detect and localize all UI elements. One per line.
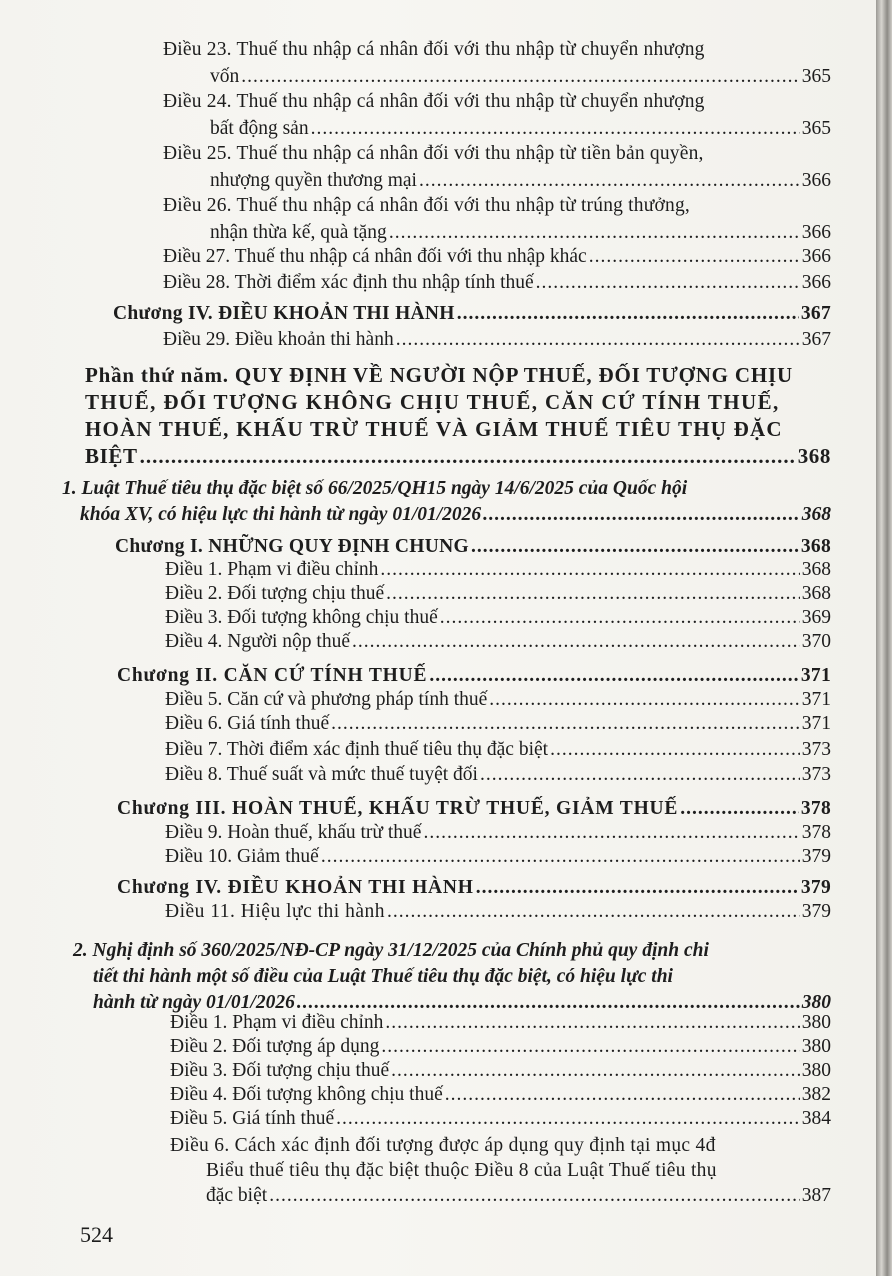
leader-dots bbox=[269, 1183, 800, 1208]
leader-dots bbox=[140, 443, 796, 470]
leader-dots bbox=[440, 606, 800, 630]
toc-entry[interactable] bbox=[165, 688, 831, 712]
toc-entry[interactable] bbox=[165, 845, 831, 869]
page-ref: 370 bbox=[801, 631, 831, 652]
leader-dots bbox=[480, 763, 800, 787]
chapter-title: Chương II. CĂN CỨ TÍNH THUẾ bbox=[117, 665, 428, 686]
entry-title: Điều 8. Thuế suất và mức thuế tuyệt đối bbox=[165, 764, 478, 785]
page-ref: 373 bbox=[801, 764, 831, 785]
leader-dots bbox=[483, 502, 800, 528]
leader-dots bbox=[680, 797, 799, 821]
page-ref: 369 bbox=[801, 607, 831, 628]
chapter-title: Chương IV. ĐIỀU KHOẢN THI HÀNH bbox=[113, 303, 455, 324]
page-ref: 366 bbox=[801, 272, 831, 293]
page-ref: 379 bbox=[801, 901, 831, 922]
toc-entry[interactable] bbox=[163, 90, 831, 141]
document-title-continued: tiết thi hành một số điều của Luật Thuế tiêu thụ đặc biệt, có hiệu lực thi bbox=[93, 966, 673, 987]
toc-entry[interactable] bbox=[170, 1035, 831, 1059]
toc-entry[interactable] bbox=[163, 142, 831, 193]
entry-title: Điều 27. Thuế thu nhập cá nhân đối với thu nhập khác bbox=[163, 246, 587, 267]
page-ref: 367 bbox=[800, 303, 831, 324]
leader-dots bbox=[423, 821, 799, 845]
toc-entry[interactable] bbox=[165, 558, 831, 582]
chapter-title: Chương III. HOÀN THUẾ, KHẤU TRỪ THUẾ, GIẢM THUẾ bbox=[117, 798, 679, 819]
page-ref: 387 bbox=[801, 1185, 831, 1206]
page-ref: 380 bbox=[801, 992, 831, 1013]
entry-title: Điều 5. Căn cứ và phương pháp tính thuế bbox=[165, 689, 488, 710]
leader-dots bbox=[321, 845, 800, 869]
leader-dots bbox=[589, 245, 800, 269]
part-title-continued: THUẾ, ĐỐI TƯỢNG KHÔNG CHỊU THUẾ, CĂN CỨ TÍNH THUẾ, bbox=[85, 390, 780, 414]
page-ref: 371 bbox=[800, 665, 831, 686]
toc-document[interactable] bbox=[62, 476, 831, 528]
toc-chapter[interactable] bbox=[117, 664, 831, 688]
page-ref: 371 bbox=[801, 689, 831, 710]
toc-entry[interactable] bbox=[163, 245, 831, 269]
page-ref: 379 bbox=[800, 877, 831, 898]
entry-title: Điều 7. Thời điểm xác định thuế tiêu thụ đặc biệt bbox=[165, 739, 549, 760]
entry-title: Điều 3. Đối tượng chịu thuế bbox=[170, 1060, 390, 1081]
leader-dots bbox=[471, 535, 799, 559]
entry-title: Điều 28. Thời điểm xác định thu nhập tính thuế bbox=[163, 272, 534, 293]
toc-entry[interactable] bbox=[163, 38, 831, 89]
page-ref: 368 bbox=[797, 444, 831, 468]
entry-title: Điều 1. Phạm vi điều chỉnh bbox=[170, 1012, 384, 1033]
toc-chapter[interactable] bbox=[113, 302, 831, 326]
entry-title: Điều 24. Thuế thu nhập cá nhân đối với thu nhập từ chuyển nhượng bbox=[163, 91, 705, 112]
entry-title: Điều 6. Cách xác định đối tượng được áp dụng quy định tại mục 4đ bbox=[170, 1135, 716, 1156]
page-ref: 367 bbox=[801, 329, 831, 350]
page-ref: 368 bbox=[800, 536, 831, 557]
part-title: Phần thứ năm. QUY ĐỊNH VỀ NGƯỜI NỘP THUẾ, ĐỐI TƯỢNG CHỊU bbox=[85, 363, 793, 387]
leader-dots bbox=[445, 1083, 800, 1107]
part-title-continued: HOÀN THUẾ, KHẤU TRỪ THUẾ VÀ GIẢM THUẾ TIÊU THỤ ĐẶC bbox=[85, 417, 783, 441]
entry-title-continued: bất động sản bbox=[210, 118, 309, 139]
leader-dots bbox=[489, 688, 799, 712]
toc-entry[interactable] bbox=[170, 1133, 831, 1208]
chapter-title: Chương IV. ĐIỀU KHOẢN THI HÀNH bbox=[117, 877, 474, 898]
page-ref: 371 bbox=[801, 713, 831, 734]
entry-title: Điều 11. Hiệu lực thi hành bbox=[165, 901, 385, 922]
leader-dots bbox=[550, 738, 800, 762]
leader-dots bbox=[396, 328, 800, 352]
leader-dots bbox=[476, 876, 799, 900]
entry-title-continued: vốn bbox=[210, 66, 240, 87]
part-title-continued: BIỆT bbox=[85, 444, 138, 468]
entry-title: Điều 29. Điều khoản thi hành bbox=[163, 329, 394, 350]
page-ref: 368 bbox=[801, 504, 831, 525]
toc-entry[interactable] bbox=[165, 712, 831, 736]
leader-dots bbox=[389, 221, 800, 245]
leader-dots bbox=[457, 302, 799, 326]
entry-title: Điều 9. Hoàn thuế, khấu trừ thuế bbox=[165, 822, 422, 843]
entry-title: Điều 23. Thuế thu nhập cá nhân đối với thu nhập từ chuyển nhượng bbox=[163, 39, 705, 60]
page-ref: 366 bbox=[801, 246, 831, 267]
toc-entry[interactable] bbox=[170, 1059, 831, 1083]
page-ref: 382 bbox=[801, 1084, 831, 1105]
leader-dots bbox=[429, 664, 799, 688]
toc-chapter[interactable] bbox=[117, 797, 831, 821]
toc-entry[interactable] bbox=[165, 582, 831, 606]
page-ref: 380 bbox=[801, 1060, 831, 1081]
toc-chapter[interactable] bbox=[117, 876, 831, 900]
toc-entry[interactable] bbox=[165, 606, 831, 630]
toc-entry[interactable] bbox=[165, 738, 831, 762]
leader-dots bbox=[331, 712, 800, 736]
toc-entry[interactable] bbox=[170, 1011, 831, 1035]
entry-title-continued: nhượng quyền thương mại bbox=[210, 170, 417, 191]
page-edge bbox=[876, 0, 892, 1276]
leader-dots bbox=[391, 1059, 800, 1083]
toc-entry[interactable] bbox=[165, 821, 831, 845]
toc-entry[interactable] bbox=[170, 1107, 831, 1131]
entry-title: Điều 2. Đối tượng áp dụng bbox=[170, 1036, 380, 1057]
entry-title-continued: Biểu thuế tiêu thụ đặc biệt thuộc Điều 8 của Luật Thuế tiêu thụ bbox=[206, 1160, 717, 1181]
page-number: 524 bbox=[80, 1222, 113, 1247]
entry-title: Điều 3. Đối tượng không chịu thuế bbox=[165, 607, 438, 628]
leader-dots bbox=[536, 271, 800, 295]
entry-title-continued: đặc biệt bbox=[206, 1185, 268, 1206]
leader-dots bbox=[241, 65, 800, 89]
toc-document[interactable] bbox=[73, 938, 831, 1016]
leader-dots bbox=[352, 630, 800, 654]
leader-dots bbox=[386, 582, 800, 606]
page-ref: 379 bbox=[801, 846, 831, 867]
toc-entry[interactable] bbox=[163, 328, 831, 352]
entry-title: Điều 4. Người nộp thuế bbox=[165, 631, 350, 652]
entry-title: Điều 26. Thuế thu nhập cá nhân đối với thu nhập từ trúng thưởng, bbox=[163, 195, 690, 216]
leader-dots bbox=[380, 558, 799, 582]
entry-title: Điều 2. Đối tượng chịu thuế bbox=[165, 583, 385, 604]
document-title-continued: khóa XV, có hiệu lực thi hành từ ngày 01/01/2026 bbox=[80, 504, 482, 525]
page-ref: 368 bbox=[801, 583, 831, 604]
document-title: 2. Nghị định số 360/2025/NĐ-CP ngày 31/12/2025 của Chính phủ quy định chi bbox=[73, 940, 709, 961]
page-ref: 380 bbox=[801, 1012, 831, 1033]
leader-dots bbox=[311, 117, 800, 141]
leader-dots bbox=[387, 900, 800, 924]
entry-title: Điều 10. Giảm thuế bbox=[165, 846, 319, 867]
leader-dots bbox=[381, 1035, 799, 1059]
toc-entry[interactable] bbox=[170, 1083, 831, 1107]
page-ref: 365 bbox=[801, 118, 831, 139]
page-ref: 378 bbox=[801, 822, 831, 843]
page-ref: 365 bbox=[801, 66, 831, 87]
entry-title: Điều 6. Giá tính thuế bbox=[165, 713, 330, 734]
page-ref: 384 bbox=[801, 1108, 831, 1129]
leader-dots bbox=[419, 169, 800, 193]
toc-entry[interactable] bbox=[163, 271, 831, 295]
toc-entry[interactable] bbox=[165, 900, 831, 924]
page-ref: 366 bbox=[801, 222, 831, 243]
entry-title: Điều 5. Giá tính thuế bbox=[170, 1108, 335, 1129]
page-ref: 378 bbox=[800, 798, 831, 819]
leader-dots bbox=[385, 1011, 799, 1035]
leader-dots bbox=[336, 1107, 800, 1131]
toc-part[interactable] bbox=[85, 362, 831, 470]
toc-chapter[interactable] bbox=[115, 535, 831, 559]
toc-entry[interactable] bbox=[165, 763, 831, 787]
toc-entry[interactable] bbox=[165, 630, 831, 654]
entry-title: Điều 4. Đối tượng không chịu thuế bbox=[170, 1084, 443, 1105]
page-ref: 366 bbox=[801, 170, 831, 191]
chapter-title: Chương I. NHỮNG QUY ĐỊNH CHUNG bbox=[115, 536, 469, 557]
entry-title: Điều 1. Phạm vi điều chỉnh bbox=[165, 559, 379, 580]
entry-title-continued: nhận thừa kế, quà tặng bbox=[210, 222, 387, 243]
document-title-continued: hành từ ngày 01/01/2026 bbox=[93, 992, 295, 1013]
page-ref: 380 bbox=[801, 1036, 831, 1057]
document-title: 1. Luật Thuế tiêu thụ đặc biệt số 66/2025/QH15 ngày 14/6/2025 của Quốc hội bbox=[62, 478, 688, 499]
toc-entry[interactable] bbox=[163, 194, 831, 245]
page-ref: 373 bbox=[801, 739, 831, 760]
page-ref: 368 bbox=[801, 559, 831, 580]
entry-title: Điều 25. Thuế thu nhập cá nhân đối với thu nhập từ tiền bản quyền, bbox=[163, 143, 704, 164]
